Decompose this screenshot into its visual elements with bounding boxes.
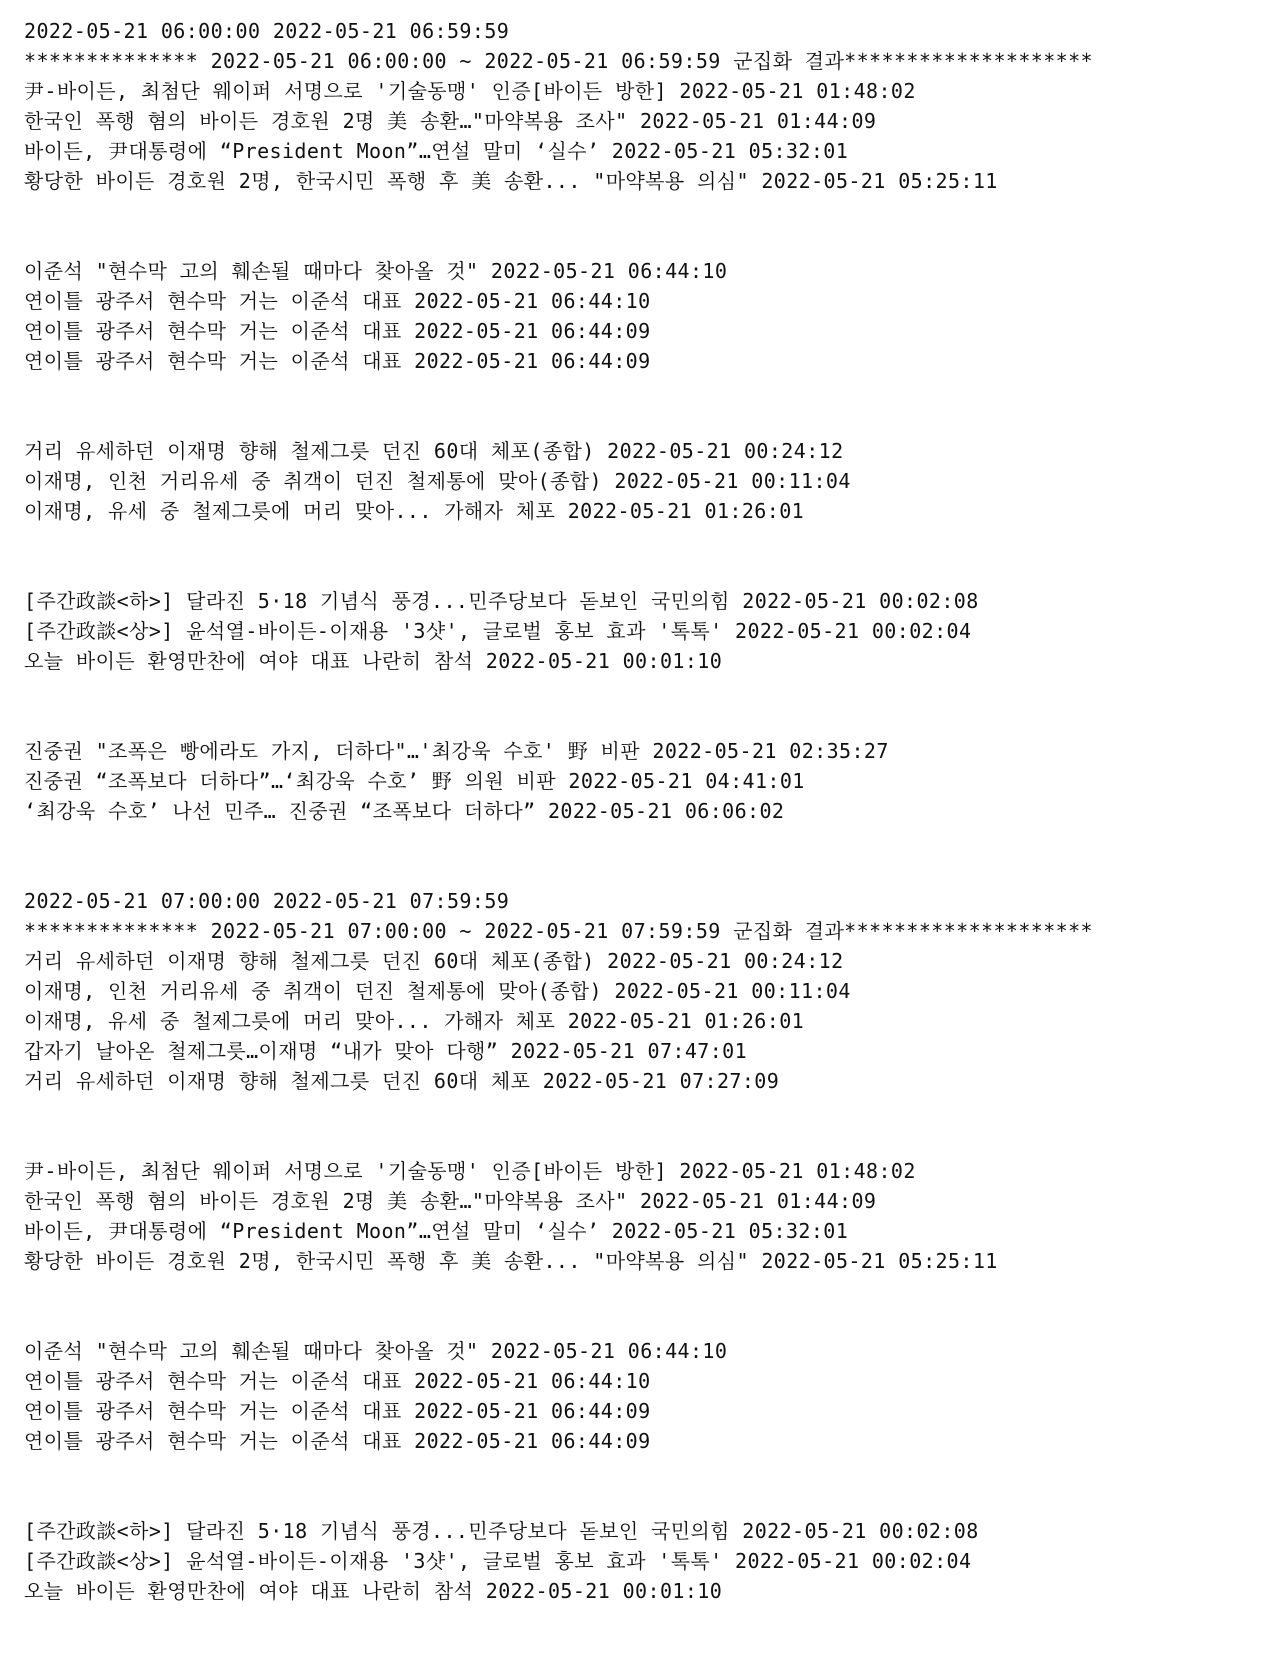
text-line: 2022-05-21 06:00:00 2022-05-21 06:59:59 <box>24 19 510 43</box>
blank-line <box>24 826 1256 856</box>
blank-line <box>24 706 1256 736</box>
text-line: 오늘 바이든 환영만찬에 여야 대표 나란히 참석 2022-05-21 00:01:10 <box>24 1579 723 1603</box>
text-line: 갑자기 날아온 철제그릇…이재명 “내가 맞아 다행” 2022-05-21 07:47:01 <box>24 1039 748 1063</box>
text-line: 尹-바이든, 최첨단 웨이퍼 서명으로 '기술동맹' 인증[바이든 방한] 2022-05-21 01:48:02 <box>24 1159 916 1183</box>
blank-line <box>24 1126 1256 1156</box>
text-line: 연이틀 광주서 현수막 거는 이준석 대표 2022-05-21 06:44:10 <box>24 1369 651 1393</box>
text-line: 이재명, 유세 중 철제그릇에 머리 맞아... 가해자 체포 2022-05-21 01:26:01 <box>24 499 805 523</box>
blank-line <box>24 556 1256 586</box>
text-line: 진중권 "조폭은 빵에라도 가지, 더하다"…'최강욱 수호' 野 비판 2022-05-21 02:35:27 <box>24 739 889 763</box>
blank-line <box>24 1276 1256 1306</box>
text-line: 연이틀 광주서 현수막 거는 이준석 대표 2022-05-21 06:44:09 <box>24 1399 651 1423</box>
text-line: 이재명, 인천 거리유세 중 취객이 던진 철제통에 맞아(종합) 2022-05-21 00:11:04 <box>24 469 851 493</box>
blank-line <box>24 856 1256 886</box>
text-line: 거리 유세하던 이재명 향해 철제그릇 던진 60대 체포 2022-05-21 07:27:09 <box>24 1069 780 1093</box>
text-line: 거리 유세하던 이재명 향해 철제그릇 던진 60대 체포(종합) 2022-05-21 00:24:12 <box>24 439 844 463</box>
text-line: [주간政談<상>] 윤석열-바이든-이재용 '3샷', 글로벌 홍보 효과 '톡톡' 2022-05-21 00:02:04 <box>24 619 972 643</box>
text-line: [주간政談<하>] 달라진 5·18 기념식 풍경...민주당보다 돋보인 국민의힘 2022-05-21 00:02:08 <box>24 1519 979 1543</box>
text-line: 바이든, 尹대통령에 “President Moon”…연설 말미 ‘실수’ 2022-05-21 05:32:01 <box>24 139 849 163</box>
blank-line <box>24 196 1256 226</box>
text-line: 이준석 "현수막 고의 훼손될 때마다 찾아올 것" 2022-05-21 06:44:10 <box>24 1339 728 1363</box>
text-line: 황당한 바이든 경호원 2명, 한국시민 폭행 후 美 송환... "마약복용 의심" 2022-05-21 05:25:11 <box>24 1249 998 1273</box>
text-line: 연이틀 광주서 현수막 거는 이준석 대표 2022-05-21 06:44:09 <box>24 319 651 343</box>
text-line: 오늘 바이든 환영만찬에 여야 대표 나란히 참석 2022-05-21 00:01:10 <box>24 649 723 673</box>
text-line: 연이틀 광주서 현수막 거는 이준석 대표 2022-05-21 06:44:09 <box>24 1429 651 1453</box>
text-line: 거리 유세하던 이재명 향해 철제그릇 던진 60대 체포(종합) 2022-05-21 00:24:12 <box>24 949 844 973</box>
text-line: 2022-05-21 07:00:00 2022-05-21 07:59:59 <box>24 889 510 913</box>
text-line: 한국인 폭행 혐의 바이든 경호원 2명 美 송환…"마약복용 조사" 2022-05-21 01:44:09 <box>24 1189 877 1213</box>
blank-line <box>24 1456 1256 1486</box>
text-line: 한국인 폭행 혐의 바이든 경호원 2명 美 송환…"마약복용 조사" 2022-05-21 01:44:09 <box>24 109 877 133</box>
text-line: ************** 2022-05-21 07:00:00 ~ 2022-05-21 07:59:59 군집화 결과******************** <box>24 919 1093 943</box>
text-line: 이준석 "현수막 고의 훼손될 때마다 찾아올 것" 2022-05-21 06:44:10 <box>24 259 728 283</box>
text-line: 이재명, 인천 거리유세 중 취객이 던진 철제통에 맞아(종합) 2022-05-21 00:11:04 <box>24 979 851 1003</box>
text-line: 진중권 “조폭보다 더하다”…‘최강욱 수호’ 野 의원 비판 2022-05-21 04:41:01 <box>24 769 805 793</box>
text-line: 尹-바이든, 최첨단 웨이퍼 서명으로 '기술동맹' 인증[바이든 방한] 2022-05-21 01:48:02 <box>24 79 916 103</box>
blank-line <box>24 676 1256 706</box>
blank-line <box>24 406 1256 436</box>
blank-line <box>24 226 1256 256</box>
text-line: 바이든, 尹대통령에 “President Moon”…연설 말미 ‘실수’ 2022-05-21 05:32:01 <box>24 1219 849 1243</box>
text-line: 이재명, 유세 중 철제그릇에 머리 맞아... 가해자 체포 2022-05-21 01:26:01 <box>24 1009 805 1033</box>
text-line: 황당한 바이든 경호원 2명, 한국시민 폭행 후 美 송환... "마약복용 의심" 2022-05-21 05:25:11 <box>24 169 998 193</box>
blank-line <box>24 1486 1256 1516</box>
blank-line <box>24 1306 1256 1336</box>
text-line: ************** 2022-05-21 06:00:00 ~ 2022-05-21 06:59:59 군집화 결과******************** <box>24 49 1093 73</box>
text-line: ‘최강욱 수호’ 나선 민주… 진중권 “조폭보다 더하다” 2022-05-21 06:06:02 <box>24 799 785 823</box>
text-line: 연이틀 광주서 현수막 거는 이준석 대표 2022-05-21 06:44:09 <box>24 349 651 373</box>
text-line: [주간政談<하>] 달라진 5·18 기념식 풍경...민주당보다 돋보인 국민의힘 2022-05-21 00:02:08 <box>24 589 979 613</box>
blank-line <box>24 526 1256 556</box>
text-line: [주간政談<상>] 윤석열-바이든-이재용 '3샷', 글로벌 홍보 효과 '톡톡' 2022-05-21 00:02:04 <box>24 1549 972 1573</box>
blank-line <box>24 376 1256 406</box>
blank-line <box>24 1096 1256 1126</box>
text-line: 연이틀 광주서 현수막 거는 이준석 대표 2022-05-21 06:44:10 <box>24 289 651 313</box>
